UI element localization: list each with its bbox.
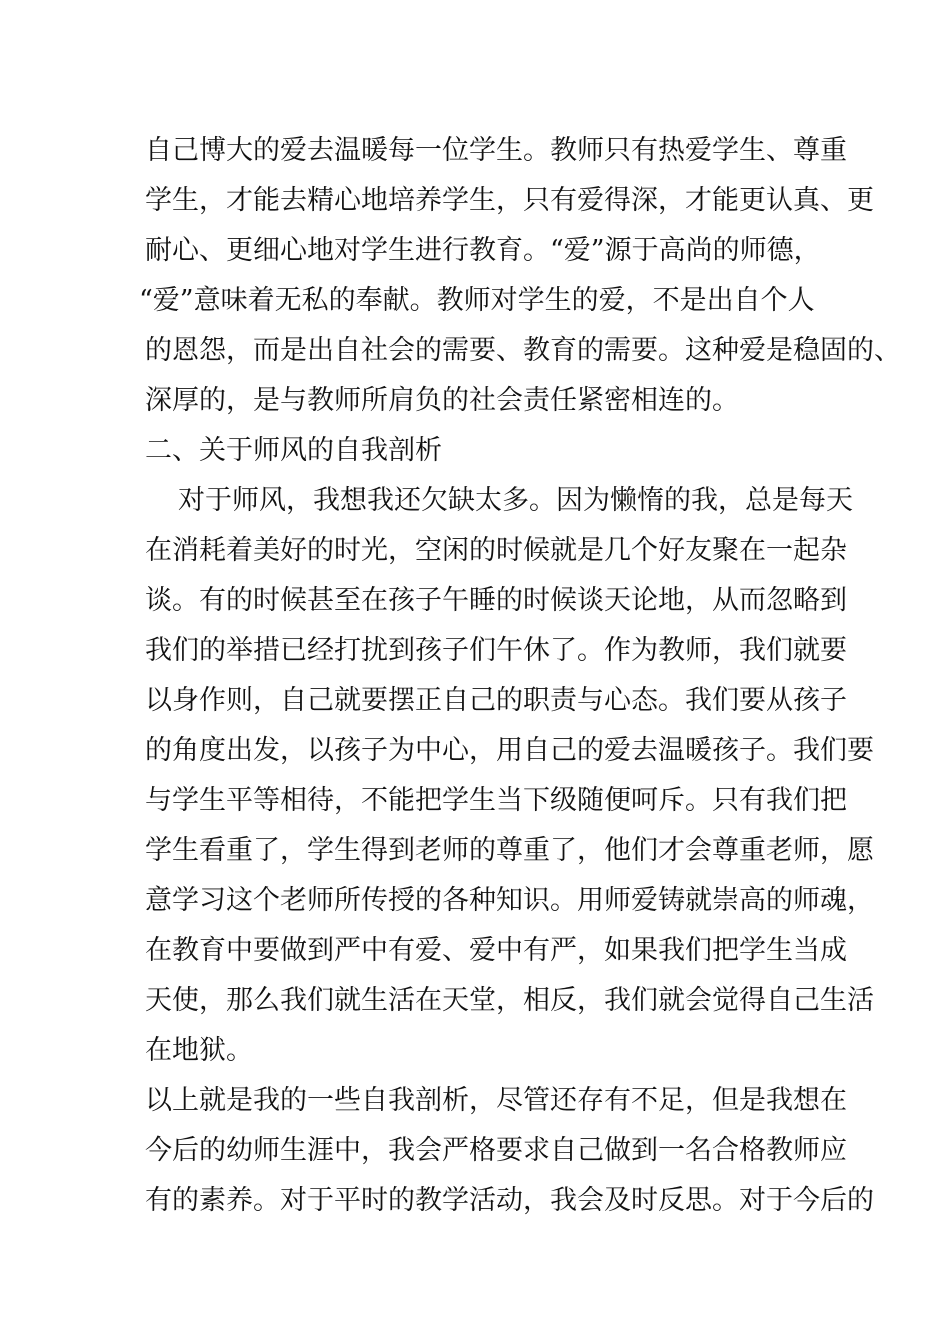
text-line: 以身作则，自己就要摆正自己的职责与心态。我们要从孩子 (145, 685, 847, 716)
text-line: 意学习这个老师所传授的各种知识。用师爱铸就崇高的师魂， (145, 885, 874, 916)
text-line: 自己博大的爱去温暖每一位学生。教师只有热爱学生、尊重 (145, 135, 847, 166)
text-line: 的角度出发，以孩子为中心，用自己的爱去温暖孩子。我们要 (145, 735, 874, 766)
text-line: 的恩怨，而是出自社会的需要、教育的需要。这种爱是稳固的、 (145, 335, 901, 366)
body-text (139, 126, 901, 1226)
text-line: 有的素养。对于平时的教学活动，我会及时反思。对于今后的 (145, 1185, 874, 1216)
text-line: 在地狱。 (145, 1035, 253, 1066)
text-line: 深厚的，是与教师所肩负的社会责任紧密相连的。 (145, 385, 739, 416)
text-line: 谈。有的时候甚至在孩子午睡的时候谈天论地，从而忽略到 (145, 585, 847, 616)
text-line: 我们的举措已经打扰到孩子们午休了。作为教师，我们就要 (145, 635, 847, 666)
text-line: “爱”意味着无私的奉献。教师对学生的爱，不是出自个人 (139, 285, 815, 316)
text-line: 耐心、更细心地对学生进行教育。“爱”源于高尚的师德， (145, 235, 821, 266)
text-line: 学生看重了，学生得到老师的尊重了，他们才会尊重老师，愿 (145, 835, 874, 866)
text-line: 对于师风，我想我还欠缺太多。因为懒惰的我，总是每天 (178, 485, 853, 516)
text-line: 今后的幼师生涯中，我会严格要求自己做到一名合格教师应 (145, 1135, 847, 1166)
text-line: 以上就是我的一些自我剖析，尽管还存有不足，但是我想在 (145, 1085, 847, 1116)
text-line: 在消耗着美好的时光，空闲的时候就是几个好友聚在一起杂 (145, 535, 847, 566)
text-line: 在教育中要做到严中有爱、爱中有严，如果我们把学生当成 (145, 935, 847, 966)
text-line: 与学生平等相待，不能把学生当下级随便呵斥。只有我们把 (145, 785, 847, 816)
text-line: 天使，那么我们就生活在天堂，相反，我们就会觉得自己生活 (145, 985, 874, 1016)
section-heading: 二、关于师风的自我剖析 (145, 435, 442, 466)
text-line: 学生，才能去精心地培养学生，只有爱得深，才能更认真、更 (145, 185, 874, 216)
